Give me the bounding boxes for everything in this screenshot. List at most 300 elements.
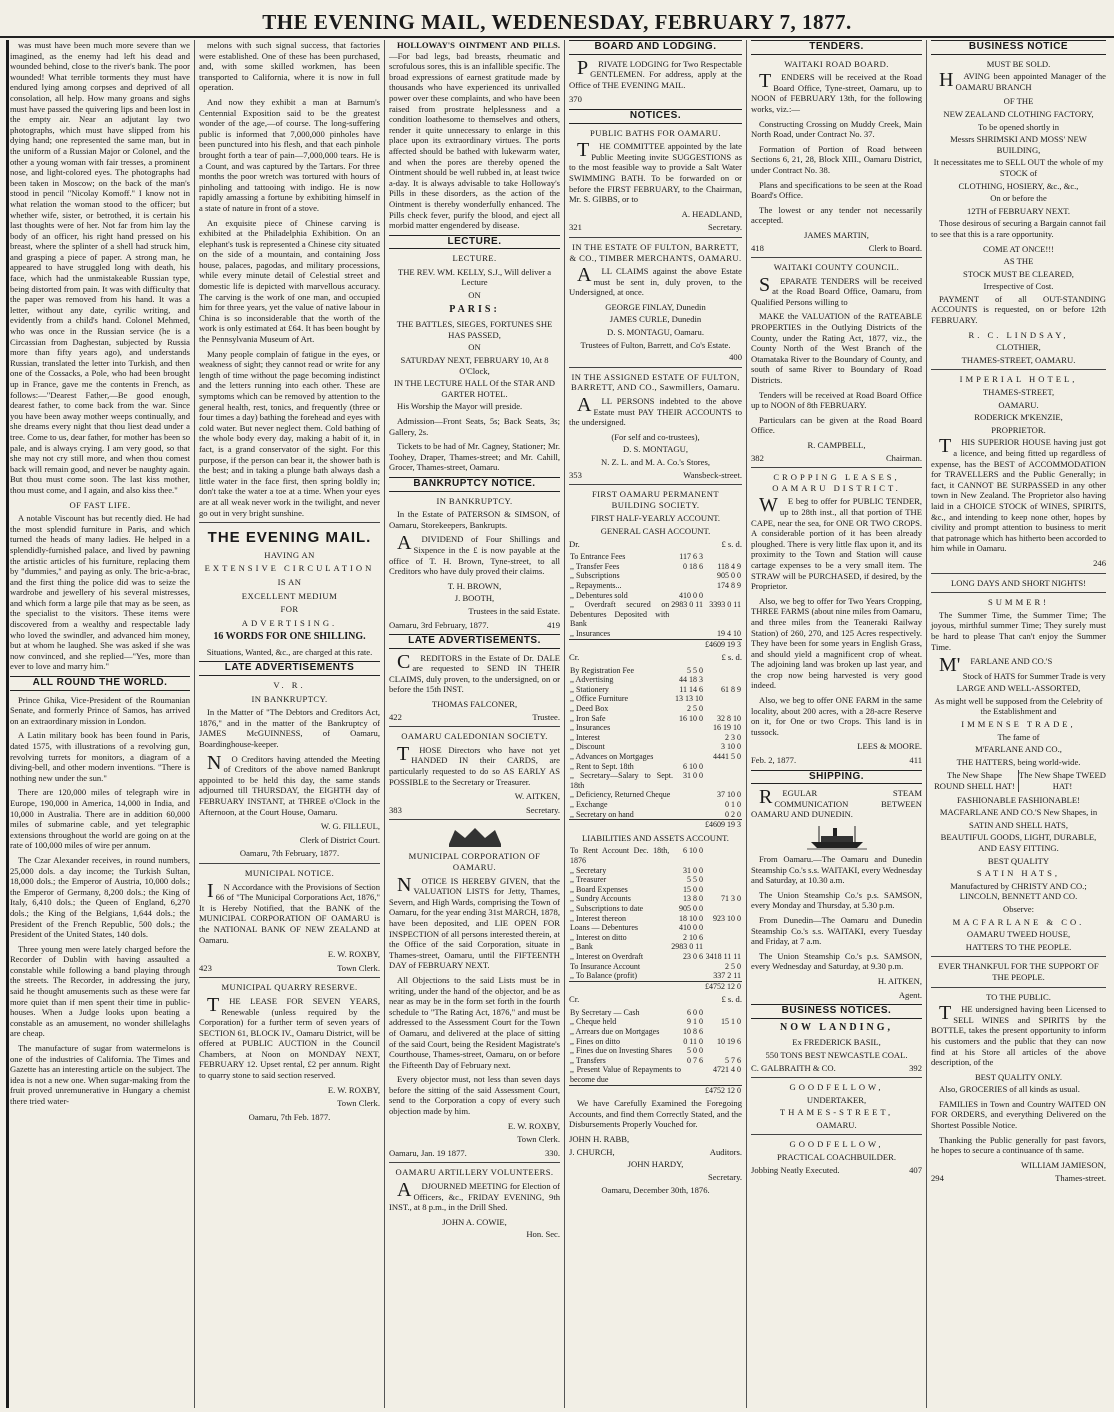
notice-heading: OAMARU ARTILLERY VOLUNTEERS. bbox=[395, 1167, 554, 1178]
account-row bbox=[569, 571, 742, 581]
article-paragraph: The manufacture of sugar from watermelons is one of the industries of California. The Times and Gazette has an interesting article on the subject. The idea is not a new one. When sugar-making from the fruit proved unremunerative in Hungary a chemist there tried water- bbox=[10, 1043, 190, 1106]
divider bbox=[389, 819, 560, 820]
account-item-label: ,, Deed Box bbox=[570, 704, 609, 714]
account-item-label: ,, Treasurer bbox=[570, 875, 607, 885]
notice-text: From Oamaru.—The Oamaru and Dunedin Steamship Co.'s s.s. WAITAKI, every Wednesday and Saturday, at 10.30 a.m. bbox=[751, 854, 922, 886]
account-item-label: ,, Fines due on Investing Shares bbox=[570, 1046, 672, 1056]
notice-text: OAMARU. bbox=[816, 1119, 857, 1130]
account-item-label: ,, Present Value of Repayments to become due bbox=[570, 1065, 681, 1085]
account-row bbox=[569, 639, 742, 649]
notice-date: Oamaru, 3rd February, 1877. bbox=[389, 619, 489, 630]
article-paragraph: An exquisite piece of Chinese carving is exhibited at the Philadelphia Exhibition. On an elephant's tusk is represented a Chinese city situated on the side of a mountain, and containing Joss house, palaces, pagodas, and military processions, while every minute detail of Celestial street and domestic life is depicted with marvellous accuracy. The carving is the work of one man, and occupied him for three years, yet the value of native labour in China is so inconsiderable that the worth of the work is only estimated at £64. It has been bought by the Pennsylvania Museum of Art. bbox=[199, 217, 380, 345]
notice-text: WE beg to offer for PUBLIC TENDER, up to 28th inst., all that portion of THE CAPE, near the sea, for ONE OR TWO CROPS. A considerable portion of it has been already ploughed. There is very little flax upon it, and its proximity to the Town and Station will cause cartage expenses to be a very small item. The STRAW will be PURCHASED, if desired, by the Proprietor. bbox=[751, 494, 922, 592]
hat-shape-round-shell: The New Shape ROUND SHELL HAT! bbox=[934, 770, 1015, 792]
account-row bbox=[569, 733, 742, 743]
column-4 bbox=[564, 40, 746, 1408]
account-item-amount bbox=[674, 742, 704, 752]
account-row bbox=[569, 714, 742, 724]
account-item-amount: £4609 19 3 bbox=[705, 820, 741, 830]
lecture-line: ON bbox=[468, 290, 481, 301]
account-row bbox=[569, 923, 742, 933]
account-item-amount bbox=[704, 694, 742, 704]
account-item-amount: 4721 4 0 bbox=[713, 1065, 741, 1075]
vr-crest: V. R. bbox=[273, 680, 306, 691]
account-item-amount bbox=[674, 790, 704, 800]
notice-signature: Agent. bbox=[898, 989, 922, 1000]
notice-number: 392 bbox=[909, 1062, 922, 1073]
account-row bbox=[569, 629, 742, 639]
ad-line: Stock of HATS for Summer Trade is very bbox=[962, 670, 1106, 681]
notice-text: Formation of Portion of Road between Sections 6, 21, 28, Block XIII., Oamaru District, under Contract No. 38. bbox=[751, 143, 922, 175]
account-item-label: By Secretary — Cash bbox=[570, 1007, 640, 1017]
account-item-label: ,, Stationery bbox=[570, 684, 609, 694]
steamship-icon bbox=[807, 824, 867, 850]
account-item-amount: 2 10 6 bbox=[683, 932, 703, 942]
lecture-line: Tickets to be had of Mr. Cagney, Stationer; Mr. Toohey, Draper, Thames-street; and Mr. Cahill, Grocer, Thames-street, Oamaru. bbox=[389, 441, 560, 473]
notice-text: THOSE Directors who have not yet HANDED IN their CARDS, are particularly requested to do so AS EARLY AS POSSIBLE to the Secretary or Treasurer. bbox=[389, 742, 560, 787]
ad-line: OAMARU. bbox=[998, 399, 1039, 410]
account-item-amount bbox=[704, 885, 742, 895]
ad-line: Situations, Wanted, &c., are charged at this rate. bbox=[206, 646, 373, 657]
notice-signature: Hon. Sec. bbox=[526, 1229, 560, 1240]
notice-signature: R. CAMPBELL, bbox=[807, 440, 866, 450]
notice-text: Ex FREDERICK BASIL, bbox=[792, 1037, 881, 1048]
notice-signature: W. G. FILLEUL, bbox=[320, 821, 380, 832]
account-row bbox=[569, 820, 742, 830]
account-item-amount bbox=[670, 981, 704, 991]
account-item-label: ,, Office Furniture bbox=[570, 694, 629, 704]
ad-line: 12TH of FEBRUARY NEXT. bbox=[966, 205, 1071, 216]
notice-signature: Town Clerk. bbox=[337, 962, 380, 973]
ad-line: SATIN AND SHELL HATS, bbox=[969, 819, 1068, 830]
account-item-amount: 2983 0 11 bbox=[671, 600, 703, 610]
notice-signature: E. W. ROXBY, bbox=[327, 949, 380, 960]
account-item-label: Loans — Debentures bbox=[570, 923, 638, 933]
account-item-amount: 410 0 0 bbox=[679, 923, 703, 933]
secretary-name: JOHN HARDY, bbox=[627, 1159, 684, 1170]
notice-heading: REGULAR STEAM COMMUNICATION BETWEEN OAMARU AND DUNEDIN. bbox=[751, 786, 922, 820]
notice-footer bbox=[931, 558, 1106, 569]
ad-line: FOR bbox=[280, 604, 299, 615]
account-item-label: ,, Interest bbox=[570, 732, 600, 742]
account-item-label: ,, Secretary on hand bbox=[570, 809, 634, 819]
notice-text: In the Matter of "The Debtors and Creditors Act, 1876," and in the matter of the Bankruptcy of JAMES McGUINNESS, of Oamaru, Boardinghouse-keeper. bbox=[199, 707, 380, 750]
account-row bbox=[569, 952, 742, 962]
ad-line: THE HATTERS, being world-wide. bbox=[956, 756, 1081, 767]
notice-text: From Dunedin—The Oamaru and Dunedin Steamship Co.'s s.s. WAITAKI, every Tuesday and Friday, at 7 a.m. bbox=[751, 914, 922, 947]
account-side: Cr. bbox=[569, 652, 580, 663]
account-item-amount bbox=[670, 581, 704, 591]
lecture-line: LECTURE. bbox=[452, 253, 497, 264]
notice-number: 294 bbox=[931, 1173, 944, 1184]
account-item-amount: 410 0 0 bbox=[679, 590, 703, 600]
account-item-amount: 5 5 0 bbox=[687, 665, 703, 675]
account-row bbox=[569, 914, 742, 924]
lecture-line: THE BATTLES, SIEGES, FORTUNES SHE HAS PASSED, bbox=[396, 319, 553, 340]
account-row bbox=[569, 723, 742, 733]
notice-heading: FIRST OAMARU PERMANENT BUILDING SOCIETY. bbox=[591, 489, 720, 510]
article-paragraph: And now they exhibit a man at Barnum's Centennial Exposition said to be the greatest wonder of the age,—of course. The long-suffering public is informed that 7,000,000 pinholes have been punctured into his flesh, and that each pinhole brought forth a tear of pain—7,000,000 tears. He is a Count, and was captured by the Tartars. For three months the poor wretch was tortured with hours of pinholing and tattooing with indigo. He is now rapidly amassing a fortune by exhibiting himself in a state of nature in front of a stove. bbox=[199, 96, 380, 213]
account-row bbox=[569, 971, 742, 981]
notice-number: 423 bbox=[199, 962, 212, 973]
section-heading-fast-life: OF FAST LIFE. bbox=[69, 499, 131, 510]
notice-signature: Chairman. bbox=[885, 452, 922, 463]
crest-icon bbox=[445, 824, 505, 848]
ad-line: FASHIONABLE FASHIONABLE! bbox=[956, 794, 1081, 805]
notice-signature: Town Clerk. bbox=[337, 1098, 380, 1109]
notice-signature: Trustee. bbox=[532, 711, 560, 722]
divider bbox=[751, 257, 922, 258]
account-item-label: ,, Secretary—Salary to Sept. 18th bbox=[570, 771, 673, 790]
ad-line: As might well be supposed from the Celebrity of the Establishment and bbox=[934, 695, 1103, 717]
account-item-amount: 31 0 0 bbox=[683, 865, 703, 875]
notice-text: PRIVATE LODGING for Two Respectable GENTLEMEN. For address, apply at the Office of THE EVENING MAIL. bbox=[569, 56, 742, 90]
divider bbox=[931, 573, 1106, 574]
account-row bbox=[569, 762, 742, 772]
account-item-label: ,, Transfer Fees bbox=[570, 561, 620, 571]
ad-line: IS AN bbox=[277, 576, 302, 587]
column-2 bbox=[194, 40, 384, 1408]
account-item-amount bbox=[670, 639, 704, 649]
account-item-amount: 4441 5 0 bbox=[713, 752, 741, 762]
account-item-label: ,, Cheque held bbox=[570, 1017, 617, 1027]
divider bbox=[389, 726, 560, 727]
account-item-amount: 2 3 0 bbox=[725, 732, 741, 742]
notice-number: 383 bbox=[389, 804, 402, 815]
notice-text: THE LEASE FOR SEVEN YEARS, Renewable (unless required by the Corporation) for a further term of seven years of SECTION 61, BLOCK IV., Oamaru District, will be offered at PUBLIC AUCTION in the Council Chambers, at Noon on MONDAY NEXT, FEBRUARY 12. Upset rental, £2 per annum. Right to quarry stone to said section reserved. bbox=[199, 993, 380, 1081]
account-item-label bbox=[569, 820, 674, 830]
account-item-amount: 0 11 0 bbox=[683, 1036, 703, 1046]
ad-line: STOCK MUST BE CLEARED, bbox=[963, 268, 1074, 279]
account-item-amount: 37 10 0 bbox=[717, 790, 741, 800]
section-heading-lecture: LECTURE. bbox=[389, 235, 560, 250]
account-item-amount bbox=[704, 704, 742, 714]
notice-signature: D. S. MONTAGU, Oamaru. bbox=[607, 327, 704, 338]
ad-line: M'FARLANE AND CO., bbox=[975, 744, 1062, 755]
divider bbox=[569, 367, 742, 368]
divider bbox=[751, 1077, 922, 1078]
account-item-label: To Rent Account Dec. 18th, 1876 bbox=[570, 846, 670, 865]
notice-signature: T. H. BROWN, bbox=[447, 580, 502, 591]
divider bbox=[389, 1162, 560, 1163]
account-row bbox=[569, 933, 742, 943]
divider bbox=[751, 1134, 922, 1135]
article-paragraph: Many people complain of fatigue in the eyes, or weakness of sight; they cannot read or write for any length of time without the page becoming indistinct and the letters running into each other. These are symptoms which can be removed by attention to the general health, rest, tonics, and frequently (three or four times a day) bathing the forehead and eyes with cold water. But never neglect them. Cold bathing of the whole body every day, making a habit of it, in fact, is a grand conservator of the sight. For this purpose, if the person can bear it, the shower bath is the best; and in taking a plunge bath always dash a little water in the face first, then spring boldly in; don't take the water a toe at a time. When your eyes are at all weak never work in the twilight, and never go out in very bright sunshine. bbox=[199, 348, 380, 518]
notice-heading: TO THE PUBLIC. bbox=[986, 991, 1051, 1002]
account-item-amount: 174 8 9 bbox=[717, 580, 741, 590]
notice-heading: IN THE ESTATE OF FULTON, BARRETT, & CO., TIMBER MERCHANTS, OAMARU. bbox=[569, 241, 742, 263]
ad-line: Irrespective of Cost. bbox=[983, 281, 1054, 292]
account-row bbox=[569, 552, 742, 562]
notice-footer bbox=[199, 963, 380, 974]
hat-shape-tweed: The New Shape TWEED HAT! bbox=[1019, 770, 1106, 792]
account-item-label: ,, Sundry Accounts bbox=[570, 894, 631, 904]
notice-heading: IN BANKRUPTCY. bbox=[251, 693, 328, 704]
account-table-dr bbox=[569, 552, 742, 649]
account-row bbox=[569, 1046, 742, 1056]
divider bbox=[199, 863, 380, 864]
section-heading-notices: NOTICES. bbox=[569, 109, 742, 124]
notice-text: NOTICE IS HEREBY GIVEN, that the VALUATION LISTS for Jetty, Thames, Severn, and High Wards, comprising the Town of Oamaru, for the year ending 31st MARCH, 1878, have been deposited, and LIE OPEN FOR INSPECTION of all persons interested therein, at the Office of the said Corporation, situate in Thames-street, Oamaru, until the FIFTEENTH DAY of FEBRUARY NEXT. bbox=[389, 873, 560, 971]
ad-line: Messrs SHRIMSKI AND MOSS' NEW BUILDING, bbox=[950, 134, 1087, 155]
holloway-text: —For bad legs, bad breasts, rheumatic and scrofulous sores, this is an infallible specific. The broad expressions of earnest gratitude made by thousands who have experienced its unrivalled power over these complaints, and who have been raised from prostrate helplessness and a condition loathesome to themselves and others, render it quite unnecessary to enlarge in this place upon its extraordinary virtues. The ports affected should be bathed with lukewarm water, and when the pores are thereby opened the Ointment should be well rubbed in, at least twice a-day. It is always advisable to take Holloway's Pills in these disorders, as the action of the Ointment is thereby wonderfully enhanced. The Pills check fever, purify the blood, and eject all morbid matter engendered by disease. bbox=[389, 50, 560, 231]
account-item-amount bbox=[674, 820, 704, 830]
notice-signature: JAMES CURLE, Dunedin bbox=[609, 314, 702, 325]
secretary-title: Secretary. bbox=[707, 1171, 742, 1182]
notice-text: Thanking the Public generally for past favors, he hopes to secure a continuance of th same. bbox=[931, 1134, 1106, 1156]
account-row bbox=[569, 846, 742, 865]
account-item-label bbox=[569, 981, 670, 991]
article-paragraph: A notable Viscount has but recently died. He had the most splendid furniture in Paris, and which turned the heads of many ladies. He helped in a splendidly-furnished palace, and lived by pawning the artistic articles of his furniture, replacing them by "dummies," and paying as only. The bric-a-brac, and the first thing the police did was to seize the wardrobe and jewellery of his several mistresses, and which form a large pile that may as be seen, as the specialist to the visitors. These items were discovered from a wealthy and respectable lady who loved the swindler, and advanced him money, but at whom he laughed. She was asked if she was now convinced, and she replied—"Yes, more than ever to love and marry him." bbox=[10, 513, 190, 672]
notice-heading: GOODFELLOW, bbox=[789, 1082, 884, 1093]
notice-text: Every objector must, not less than seven days before the sitting of the said Assessment Court, send to the Corporation a copy of every such objection made by him. bbox=[389, 1074, 560, 1117]
account-item-amount bbox=[704, 591, 742, 601]
account-item-amount: 44 18 3 bbox=[679, 675, 703, 685]
account-header bbox=[569, 652, 742, 663]
account-item-amount: 16 10 0 bbox=[679, 713, 703, 723]
notice-signature: (For self and co-trustees), bbox=[611, 431, 700, 442]
notice-text: Constructing Crossing on Muddy Creek, Main North Road, under Contract No. 37. bbox=[751, 118, 922, 140]
notice-date: Feb. 2, 1877. bbox=[751, 755, 797, 766]
account-item-label: ,, Overdraft secured on Debentures Deposited with Bank bbox=[570, 600, 670, 629]
notice-text: The lowest or any tender not necessarily accepted. bbox=[751, 204, 922, 226]
account-item-amount: 5 0 0 bbox=[687, 1046, 703, 1056]
currency-header: £ s. d. bbox=[721, 652, 742, 663]
account-item-amount: 5 7 6 bbox=[725, 1055, 741, 1065]
account-item-amount: £4752 12 0 bbox=[705, 981, 741, 991]
account-item-label: ,, Discount bbox=[570, 742, 605, 752]
auditor-name: J. CHURCH, bbox=[569, 1146, 615, 1157]
account-item-amount: 5 5 0 bbox=[687, 875, 703, 885]
notice-signature: Clerk of District Court. bbox=[299, 834, 380, 845]
notice-number: 382 bbox=[751, 452, 764, 463]
ad-line: THIS SUPERIOR HOUSE having just got a licence, and being fitted up regardless of expense, has the BEST of ACCOMMODATION for TRAVELLERS and the Public Generally; in fact, it CANNOT BE SURPASSED in any other town in New Zealand. The Proprietor also having laid in a CHOICE STOCK of WINES, SPIRITS, &c., and intending to keep none other, hopes by civility and prompt attention to business to merit that patronage which has hitherto been accorded to him while in Oamaru. bbox=[931, 435, 1106, 554]
article-paragraph: A Latin military book has been found in Paris, dated 1575, with illustrations of a revolving gun, revolving turrets for monitors, a diagram of a diving-bell, and other modern inventions. "There is nothing new under the sun." bbox=[10, 730, 190, 783]
notice-signature: THOMAS FALCONER, bbox=[431, 699, 518, 710]
account-item-amount bbox=[674, 800, 704, 810]
divider bbox=[931, 369, 1106, 370]
hat-shapes bbox=[931, 770, 1106, 791]
account-item-amount bbox=[704, 904, 742, 914]
notice-heading: IN THE ASSIGNED ESTATE OF FULTON, BARRETT, AND CO., Sawmillers, Oamaru. bbox=[570, 371, 741, 393]
account-item-amount: 23 0 6 bbox=[683, 951, 703, 961]
notice-text: Tenders will be received at Road Board Office up to NOON of 8th FEBRUARY. bbox=[751, 389, 922, 411]
account-item-amount bbox=[704, 1008, 742, 1018]
account-item-amount bbox=[704, 846, 742, 865]
notice-text: UNDERTAKER, bbox=[806, 1094, 867, 1105]
notice-text: All Objections to the said Lists must be in writing, under the hand of the objector, and be as near as may be in the form set forth in the fourth schedule to "The Rating Act, 1876," and must be addressed to the Assessment Court for the Town of Oamaru, and delivered at the place of sitting of the said Court, being the Resident Magistrate's Courthouse, Thames-street, Oamaru, on or before the Fifteenth Day of February next. bbox=[389, 974, 560, 1070]
account-item-label: ,, Interest on Overdraft bbox=[570, 951, 644, 961]
notice-signature: W. AITKEN, bbox=[514, 791, 560, 802]
account-item-amount: 905 0 0 bbox=[717, 571, 741, 581]
auditor-name: JOHN H. RABB, bbox=[569, 1134, 630, 1144]
notice-heading: GOODFELLOW, bbox=[789, 1139, 884, 1150]
notice-signature: WILLIAM JAMIESON, bbox=[1021, 1159, 1106, 1170]
notice-text: THE undersigned having been Licensed to SELL WINES and SPIRITS by the BOTTLE, takes the present opportunity to inform his customers and the public that they can now find at his Store all articles of the above description, of the bbox=[931, 1002, 1106, 1068]
notice-heading: CROPPING LEASES, OAMARU DISTRICT. bbox=[772, 472, 901, 493]
notice-footer bbox=[569, 94, 742, 105]
account-title: LIABILITIES AND ASSETS ACCOUNT. bbox=[582, 832, 729, 843]
account-row bbox=[569, 810, 742, 820]
account-item-amount: 13 8 0 bbox=[683, 894, 703, 904]
article-paragraph: melons with such signal success, that factories were established. One of these has been purchased, and, with some skilled workmen, has been transported to California, where it is now in full operation. bbox=[199, 40, 380, 93]
account-item-amount: 0 7 6 bbox=[687, 1055, 703, 1065]
account-row bbox=[569, 1027, 742, 1037]
ad-line: EXCELLENT MEDIUM bbox=[241, 590, 338, 601]
account-item-amount: 2 5 0 bbox=[687, 704, 703, 714]
account-item-label: To Entrance Fees bbox=[570, 552, 626, 562]
ad-line: CLOTHING, HOSIERY, &c., &c., bbox=[958, 180, 1079, 191]
account-row bbox=[569, 1056, 742, 1066]
account-row bbox=[569, 885, 742, 895]
divider bbox=[931, 987, 1106, 988]
account-item-amount: 16 19 10 bbox=[713, 723, 741, 733]
notice-text: Jobbing Neatly Executed. bbox=[751, 1164, 840, 1175]
account-item-amount: 6 10 0 bbox=[683, 846, 703, 856]
account-item-amount bbox=[674, 810, 704, 820]
holloway-heading: HOLLOWAY'S OINTMENT AND PILLS. bbox=[397, 40, 560, 50]
ad-line: MACFARLANE & CO. bbox=[952, 916, 1085, 927]
account-row bbox=[569, 981, 742, 991]
account-item-label: ,, Interest on ditto bbox=[570, 932, 627, 942]
account-item-amount bbox=[704, 875, 742, 885]
ad-line: HAVING been appointed Manager of the OAMARU BRANCH bbox=[939, 69, 1106, 92]
account-item-label: ,, Advances on Mortgages bbox=[570, 752, 654, 762]
notice-number: 407 bbox=[909, 1164, 922, 1175]
notice-number: 419 bbox=[547, 619, 560, 630]
ad-line: NEW ZEALAND CLOTHING FACTORY, bbox=[943, 108, 1094, 119]
account-item-amount: 0 18 6 bbox=[683, 561, 703, 571]
notice-text: Also, we beg to offer for Two Years Cropping, THREE FARMS (about nine miles from Oamaru, and three miles from the Teaneraki Railway Station) of 260, 270, and 125 Acres respectively. They have been for some years in English Grass, and should yield a magnificent crop of wheat. The adjoining land was broken up last year, and the crop now being harvested is very good indeed. bbox=[751, 595, 922, 691]
account-item-amount: 31 0 0 bbox=[683, 771, 703, 781]
notice-footer bbox=[751, 755, 922, 766]
notice-text: IN Accordance with the Provisions of Section 66 of "The Municipal Corporations Act, 1876," It is Hereby Notified, that the BANK of the MUNICIPAL CORPORATION OF OAMARU is the NATIONAL BANK OF NEW ZEALAND at Oamaru. bbox=[199, 879, 380, 945]
account-row bbox=[569, 1085, 742, 1095]
account-item-label: ,, Secretary bbox=[570, 865, 607, 875]
lecture-line: SATURDAY NEXT, FEBRUARY 10, At 8 O'Clock, bbox=[400, 355, 549, 376]
notice-heading: WAITAKI ROAD BOARD. bbox=[784, 58, 889, 69]
account-item-amount: 3393 0 11 bbox=[709, 600, 741, 610]
divider bbox=[931, 592, 1106, 593]
account-item-amount bbox=[682, 1065, 704, 1085]
notice-signature: JAMES MARTIN, bbox=[804, 229, 869, 240]
notice-signature: Trustees of Fulton, Barrett, and Co's Estate. bbox=[580, 339, 731, 350]
ad-line: AS THE bbox=[1003, 256, 1034, 267]
account-item-amount bbox=[704, 1046, 742, 1056]
account-item-amount bbox=[674, 723, 704, 733]
account-row bbox=[569, 685, 742, 695]
account-row bbox=[569, 1008, 742, 1018]
ad-line: Observe: bbox=[1002, 903, 1035, 914]
ad-line: HATTERS TO THE PEOPLE. bbox=[965, 941, 1072, 952]
notice-heading: PUBLIC BATHS FOR OAMARU. bbox=[590, 127, 721, 138]
section-heading-shipping: SHIPPING. bbox=[751, 770, 922, 785]
notice-signature: D. S. MONTAGU, bbox=[623, 444, 688, 455]
account-item-amount: 6 10 0 bbox=[683, 761, 703, 771]
notice-signature: JOHN A. COWIE, bbox=[442, 1216, 507, 1227]
notice-text: CREDITORS in the Estate of Dr. DALE are requested to SEND IN THEIR CLAIMS, duly proven, to the undersigned, on or before the 15th INST. bbox=[389, 650, 560, 695]
notice-signature: Thames-street. bbox=[1055, 1173, 1106, 1184]
account-item-amount: 2983 0 11 bbox=[671, 942, 703, 952]
account-row bbox=[569, 771, 742, 790]
notice-signature: LEES & MOORE. bbox=[857, 741, 922, 752]
account-item-amount: 10 19 6 bbox=[717, 1036, 741, 1046]
account-item-amount: 18 10 0 bbox=[679, 913, 703, 923]
lecture-line: Admission—Front Seats, 5s; Back Seats, 3s; Gallery, 2s. bbox=[389, 416, 560, 437]
ad-line: LARGE AND WELL-ASSORTED, bbox=[956, 683, 1081, 694]
notice-text: PRACTICAL COACHBUILDER. bbox=[776, 1152, 897, 1163]
currency-header: £ s. d. bbox=[721, 538, 742, 549]
notice-footer bbox=[389, 620, 560, 631]
account-row bbox=[569, 942, 742, 952]
notice-heading: OAMARU CALEDONIAN SOCIETY. bbox=[401, 731, 548, 742]
account-subheading: FIRST HALF-YEARLY ACCOUNT. bbox=[590, 513, 721, 524]
account-item-amount: 15 1 0 bbox=[721, 1017, 741, 1027]
account-row bbox=[569, 591, 742, 601]
account-item-label: ,, Arrears due on Mortgages bbox=[570, 1027, 660, 1037]
notice-signature: Trustees in the said Estate. bbox=[468, 605, 560, 616]
account-item-label bbox=[569, 639, 670, 649]
account-item-amount: 337 2 11 bbox=[713, 971, 741, 981]
account-item-amount: 61 8 9 bbox=[721, 684, 741, 694]
notice-text: 550 TONS BEST NEWCASTLE COAL. bbox=[765, 1049, 908, 1060]
notice-text: ALL CLAIMS against the above Estate must be sent in, duly proven, to the Undersigned, at once. bbox=[569, 264, 742, 298]
ad-line: R. C. LINDSAY, bbox=[968, 329, 1069, 340]
account-item-amount bbox=[670, 971, 704, 981]
lecture-line: ON bbox=[468, 342, 481, 353]
ad-line: CLOTHIER, bbox=[996, 342, 1041, 353]
notice-number: 370 bbox=[569, 94, 582, 105]
section-heading-late-ads: LATE ADVERTISEMENTS. bbox=[389, 634, 560, 649]
evening-mail-banner: THE EVENING MAIL. bbox=[207, 529, 372, 547]
account-item-label: ,, Insurances bbox=[570, 628, 611, 638]
ad-line: EXTENSIVE CIRCULATION bbox=[204, 563, 375, 574]
ad-line: SUMMER! bbox=[987, 597, 1050, 608]
notice-signature: J. BOOTH, bbox=[454, 593, 495, 604]
notice-number: 330. bbox=[544, 1147, 560, 1158]
section-heading-all-round-world: ALL ROUND THE WORLD. bbox=[10, 676, 190, 691]
account-item-amount bbox=[704, 771, 742, 790]
ad-line: The fame of bbox=[997, 731, 1040, 742]
notice-text: ALL PERSONS indebted to the above Estate must PAY THEIR ACCOUNTS to the undersigned. bbox=[569, 394, 742, 428]
notice-footer bbox=[569, 352, 742, 363]
account-item-label bbox=[569, 1085, 682, 1095]
ad-line: M'FARLANE AND CO.'S bbox=[939, 654, 1053, 677]
ad-line: It necessitates me to SELL OUT the whole of my STOCK of bbox=[933, 157, 1104, 178]
account-item-amount bbox=[704, 933, 742, 943]
notice-text: Particulars can be given at the Road Board Office. bbox=[751, 414, 922, 436]
notice-signature: Secretary. bbox=[525, 804, 560, 815]
account-header bbox=[569, 994, 742, 1005]
ad-line: PAYMENT of all OUT-STANDING ACCOUNTS is requested, on or before 12th FEBRUARY. bbox=[931, 293, 1106, 326]
account-item-amount bbox=[674, 733, 704, 743]
account-item-label: ,, Repayments... bbox=[570, 580, 622, 590]
divider bbox=[569, 237, 742, 238]
account-item-amount bbox=[704, 1027, 742, 1037]
account-item-amount bbox=[670, 571, 704, 581]
ad-line: IMPERIAL HOTEL, bbox=[959, 374, 1078, 385]
account-item-label: ,, Subscriptions bbox=[570, 571, 620, 581]
account-row bbox=[569, 1037, 742, 1047]
notice-number: 246 bbox=[1093, 557, 1106, 568]
ad-line: 16 WORDS FOR ONE SHILLING. bbox=[213, 631, 366, 643]
account-item-amount bbox=[704, 866, 742, 876]
auditors-statement: We have Carefully Examined the Foregoing Accounts, and find them Correctly Stated, and the Disbursements Properly Vouched for. bbox=[569, 1098, 742, 1130]
article-paragraph: There are 120,000 miles of telegraph wire in Europe, 190,000 in America, 14,000 in India, and 10,000 in Australia. There are in addition 60,000 miles of submarine cable, and yet telegraphic extensions throughout the world are going on at the rate of 100,000 miles of wire per annum. bbox=[10, 787, 190, 851]
account-row bbox=[569, 866, 742, 876]
article-paragraph bbox=[389, 40, 560, 231]
account-item-label: By Registration Fee bbox=[570, 665, 634, 675]
